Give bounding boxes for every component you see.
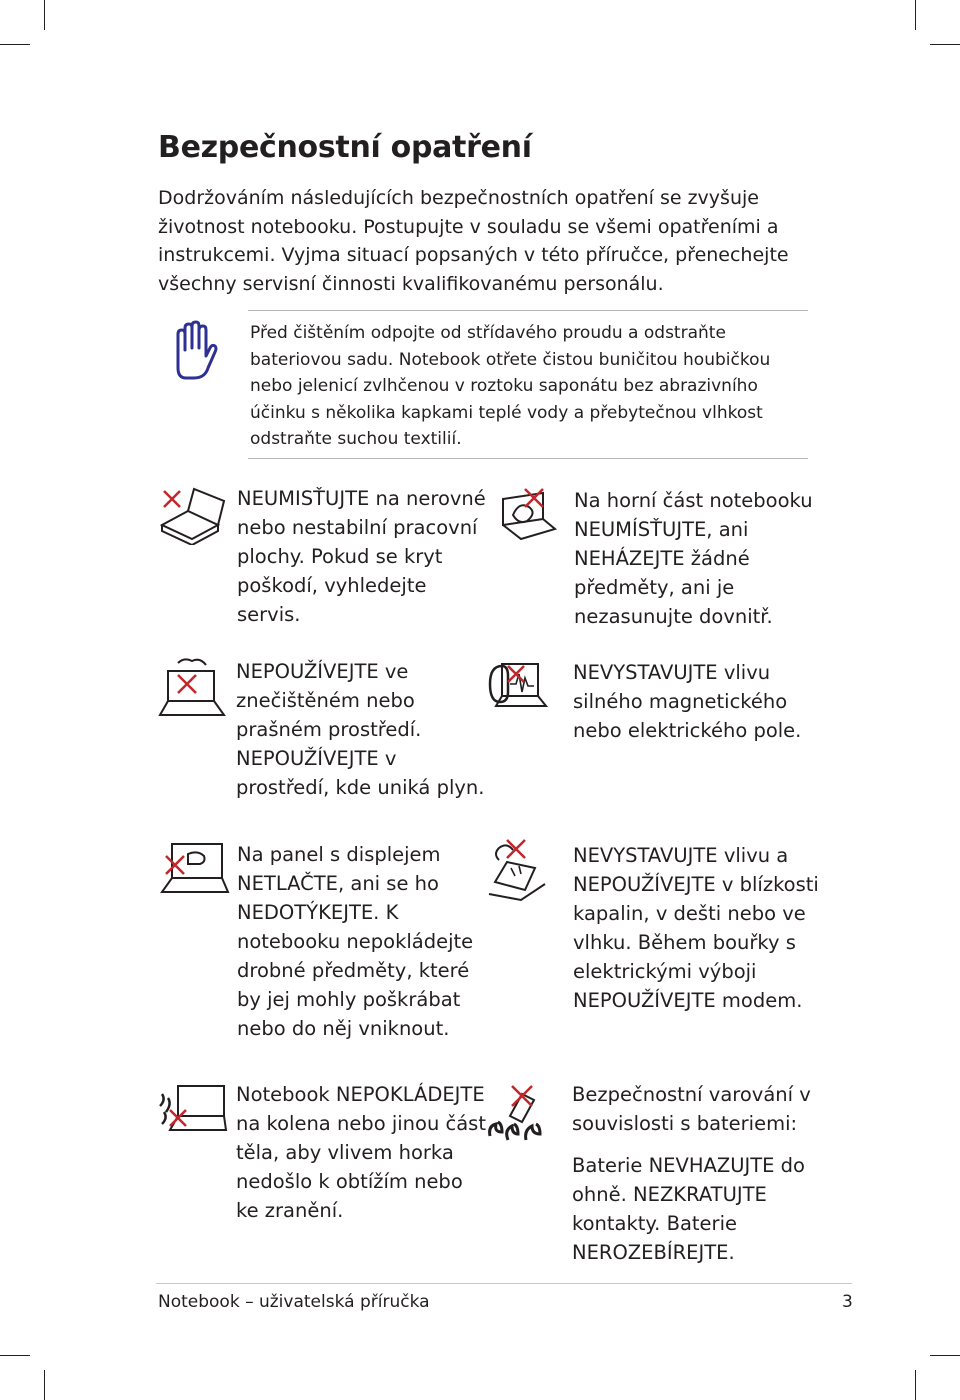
crop-mark [44,0,45,30]
warning-text: Notebook NEPOKLÁDEJTE na kolena nebo jinou část těla, aby vlivem horka nedošlo k obtížím nebo ke zranění. [236,1083,486,1222]
crop-mark [915,0,916,30]
cleaning-notice: Před čištěním odpojte od střídavého proudu a odstraňte bateriovou sadu. Notebook otřete čistou buničitou houbičkou nebo jelenicí zvlhčenou v roztoku saponátu bez abrazivního účinku s několika kapkami teplé vody a přebytečnou vlhkost odstraňte suchou textilií. [250,323,771,449]
crop-mark [930,1355,960,1356]
uneven-surface-icon [158,485,228,545]
crop-mark [930,44,960,45]
page-number: 3 [842,1292,853,1312]
crop-mark [0,44,30,45]
divider [248,458,808,459]
battery-warning-heading: Bezpečnostní varování v souvislosti s bateriemi: [572,1083,811,1135]
heat-lap-icon [156,1080,228,1140]
liquid-rain-icon [485,838,551,904]
warning-text: Na horní část notebooku NEUMÍSŤUJTE, ani NEHÁZEJTE žádné předměty, ani je nezasunujte dovnitř. [574,489,813,628]
divider [248,310,808,311]
crop-mark [44,1370,45,1400]
crop-mark [0,1355,30,1356]
page-title: Bezpečnostní opatření [158,130,532,165]
battery-warning-text: Baterie NEVHAZUJTE do ohně. NEZKRATUJTE kontakty. Baterie NEROZEBÍREJTE. [572,1154,805,1264]
press-display-icon [158,838,230,900]
warning-text: NEVYSTAVUJTE vlivu silného magnetického nebo elektrického pole. [573,661,802,742]
warning-text: NEVYSTAVUJTE vlivu a NEPOUŽÍVEJTE v blízkosti kapalin, v dešti nebo ve vlhku. Během bouřky s elektrickými výboji NEPOUŽÍVEJTE modem. [573,844,819,1012]
crop-mark [915,1370,916,1400]
warning-text: NEPOUŽÍVEJTE ve znečištěném nebo prašném prostředí. NEPOUŽÍVEJTE v prostředí, kde uniká plyn. [236,660,485,799]
footer-divider [156,1283,852,1284]
intro-paragraph: Dodržováním následujících bezpečnostních opatření se zvyšuje životnost notebooku. Postupujte v souladu se všemi opatřeními a instrukcemi. Vyjma situací popsaných v této příručce, přenechejte všechny servisní činnosti kvalifikovanému personálu. [158,187,789,295]
warning-text: Na panel s displejem NETLAČTE, ani se ho NEDOTÝKEJTE. K notebooku nepokládejte drobné předměty, které by jej mohly poškrábat nebo do něj vniknout. [237,843,474,1040]
warning-text: NEUMISŤUJTE na nerovné nebo nestabilní pracovní plochy. Pokud se kryt poškodí, vyhledejte servis. [237,487,486,626]
battery-fire-icon [486,1080,552,1146]
battery-warning [572,1080,827,1267]
dust-environment-icon [158,655,228,725]
raised-hand-icon [170,320,218,382]
footer-title: Notebook – uživatelská příručka [158,1292,430,1312]
objects-on-top-icon [497,485,559,545]
magnetic-field-icon [488,656,554,712]
